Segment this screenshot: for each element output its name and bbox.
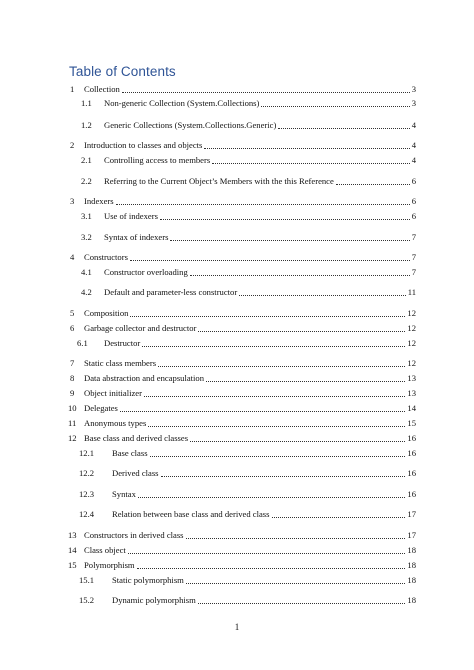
dot-leader [137, 556, 405, 569]
toc-entry[interactable] [0, 139, 474, 151]
toc-entry-page: 16 [407, 433, 416, 443]
toc-entry-title: Collection [84, 84, 120, 94]
toc-entry[interactable] [0, 467, 474, 479]
toc-entry-page: 16 [407, 489, 416, 499]
dot-leader [150, 444, 405, 457]
toc-entry[interactable] [0, 357, 474, 369]
toc-entry[interactable] [0, 387, 474, 399]
toc-entry-number: 1 [70, 84, 75, 94]
toc-entry-title: Constructor overloading [104, 267, 188, 277]
toc-entry-page: 12 [407, 338, 416, 348]
toc-entry-title: Controlling access to members [104, 155, 211, 165]
toc-entry-title: Delegates [84, 403, 118, 413]
dot-leader [272, 505, 405, 518]
toc-entry-title: Class object [84, 545, 126, 555]
toc-entry-page: 3 [411, 98, 416, 108]
toc-entry[interactable] [0, 402, 474, 414]
toc-entry-title: Constructors in derived class [84, 530, 184, 540]
toc-entry[interactable] [0, 195, 474, 207]
toc-entry-page: 7 [411, 252, 416, 262]
toc-entry-number: 3.1 [81, 211, 92, 221]
toc-entry-title: Garbage collector and destructor [84, 323, 197, 333]
toc-entry[interactable] [0, 594, 474, 606]
toc-entry-number: 12.1 [79, 448, 95, 458]
toc-entry-number: 2.1 [81, 155, 92, 165]
toc-entry-page: 12 [407, 308, 416, 318]
toc-entry-page: 4 [411, 155, 416, 165]
toc-entry-page: 17 [407, 509, 416, 519]
dot-leader [116, 192, 410, 205]
toc-entry-number: 2 [70, 140, 75, 150]
dot-leader [128, 541, 405, 554]
toc-entry-number: 12.3 [79, 489, 95, 499]
toc-entry-number: 3.2 [81, 232, 92, 242]
page-number: 1 [234, 622, 240, 632]
toc-entry-title: Syntax of indexers [104, 232, 169, 242]
toc-entry-number: 1.1 [81, 98, 92, 108]
toc-entry-number: 4.2 [81, 287, 92, 297]
toc-entry-title: Use of indexers [104, 211, 158, 221]
toc-entry-page: 15 [407, 418, 416, 428]
toc-entry-page: 18 [407, 575, 416, 585]
toc-entry-number: 15.2 [79, 595, 95, 605]
toc-entry[interactable] [0, 251, 474, 263]
toc-entry-number: 5 [70, 308, 75, 318]
toc-entry-page: 6 [411, 176, 416, 186]
toc-entry-title: Static polymorphism [112, 575, 184, 585]
dot-leader [160, 207, 410, 220]
toc-entry-page: 4 [411, 140, 416, 150]
toc-entry-page: 13 [407, 388, 416, 398]
toc-entry-title: Base class [112, 448, 148, 458]
toc-entry-page: 7 [411, 267, 416, 277]
dot-leader [170, 228, 410, 241]
dot-leader [206, 369, 405, 382]
dot-leader [186, 571, 405, 584]
toc-entry-number: 6.1 [77, 338, 88, 348]
toc-entry[interactable] [0, 119, 474, 131]
dot-leader [144, 384, 405, 397]
toc-entry[interactable] [0, 286, 474, 298]
toc-entry-page: 18 [407, 545, 416, 555]
dot-leader [122, 80, 410, 93]
toc-entry-number: 13 [68, 530, 77, 540]
toc-entry-page: 6 [411, 196, 416, 206]
toc-entry-number: 15.1 [79, 575, 95, 585]
toc-entry-page: 7 [411, 232, 416, 242]
toc-entry[interactable] [0, 508, 474, 520]
toc-entry[interactable] [0, 322, 474, 334]
toc-entry[interactable] [0, 307, 474, 319]
toc-entry-title: Referring to the Current Object’s Members with the this Reference [104, 176, 334, 186]
toc-entry[interactable] [0, 529, 474, 541]
dot-leader [130, 304, 405, 317]
toc-entry-title: Object initializer [84, 388, 142, 398]
toc-entry[interactable] [0, 175, 474, 187]
toc-entry-number: 12.4 [79, 509, 95, 519]
toc-entry-number: 6 [70, 323, 75, 333]
toc-entry-title: Dynamic polymorphism [112, 595, 196, 605]
toc-entry-page: 11 [407, 287, 416, 297]
dot-leader [138, 485, 405, 498]
toc-entry[interactable] [0, 266, 474, 278]
toc-entry-title: Constructors [84, 252, 128, 262]
toc-entry[interactable] [0, 488, 474, 500]
toc-entry[interactable] [0, 337, 474, 349]
dot-leader [278, 116, 410, 129]
toc-entry-page: 13 [407, 373, 416, 383]
toc-entry-number: 9 [70, 388, 75, 398]
toc-entry-number: 3 [70, 196, 75, 206]
dot-leader [198, 319, 405, 332]
dot-leader [190, 429, 405, 442]
toc-entry[interactable] [0, 372, 474, 384]
toc-entry[interactable] [0, 417, 474, 429]
toc-entry-title: Derived class [112, 468, 159, 478]
toc-entry-title: Syntax [112, 489, 136, 499]
dot-leader [161, 464, 405, 477]
toc-entry-title: Destructor [104, 338, 141, 348]
dot-leader [204, 136, 410, 149]
toc-entry-title: Introduction to classes and objects [84, 140, 203, 150]
toc-entry[interactable] [0, 97, 474, 109]
toc-entry-title: Static class members [84, 358, 157, 368]
dot-leader [190, 263, 410, 276]
toc-entry-title: Anonymous types [84, 418, 147, 428]
dot-leader [336, 172, 410, 185]
toc-entry-title: Data abstraction and encapsulation [84, 373, 205, 383]
toc-entry[interactable] [0, 432, 474, 444]
toc-title: Table of Contents [69, 64, 176, 79]
dot-leader [239, 283, 406, 296]
dot-leader [158, 354, 405, 367]
toc-entry-page: 3 [411, 84, 416, 94]
dot-leader [130, 248, 410, 261]
toc-entry[interactable] [0, 447, 474, 459]
toc-entry-page: 12 [407, 323, 416, 333]
dot-leader [142, 334, 405, 347]
toc-entry[interactable] [0, 154, 474, 166]
toc-entry-number: 2.2 [81, 176, 92, 186]
dot-leader [148, 414, 405, 427]
toc-entry-number: 11 [68, 418, 77, 428]
toc-entry-page: 18 [407, 560, 416, 570]
toc-entry-page: 14 [407, 403, 416, 413]
dot-leader [186, 526, 405, 539]
toc-entry-title: Non-generic Collection (System.Collections) [104, 98, 260, 108]
toc-entry-page: 6 [411, 211, 416, 221]
toc-entry-number: 12 [68, 433, 77, 443]
toc-entry-number: 14 [68, 545, 77, 555]
toc-entry[interactable] [0, 559, 474, 571]
toc-entry-page: 16 [407, 468, 416, 478]
toc-entry-title: Indexers [84, 196, 114, 206]
toc-entry-number: 1.2 [81, 120, 92, 130]
toc-entry[interactable] [0, 574, 474, 586]
toc-entry-number: 10 [68, 403, 77, 413]
toc-entry-page: 12 [407, 358, 416, 368]
toc-entry-title: Relation between base class and derived class [112, 509, 270, 519]
toc-entry-page: 18 [407, 595, 416, 605]
toc-entry-title: Polymorphism [84, 560, 135, 570]
dot-leader [212, 151, 410, 164]
toc-entry-number: 15 [68, 560, 77, 570]
toc-entry-title: Default and parameter-less constructor [104, 287, 238, 297]
toc-entry-number: 12.2 [79, 468, 95, 478]
dot-leader [261, 94, 410, 107]
toc-entry-page: 4 [411, 120, 416, 130]
toc-entry-title: Generic Collections (System.Collections.Generic) [104, 120, 277, 130]
toc-entry-title: Composition [84, 308, 129, 318]
toc-entry-number: 4 [70, 252, 75, 262]
toc-entry-page: 16 [407, 448, 416, 458]
toc-entry-title: Base class and derived classes [84, 433, 189, 443]
dot-leader [120, 399, 405, 412]
toc-entry[interactable] [0, 231, 474, 243]
toc-entry[interactable] [0, 210, 474, 222]
toc-entry-number: 7 [70, 358, 75, 368]
toc-entry[interactable] [0, 544, 474, 556]
toc-entry-number: 8 [70, 373, 75, 383]
toc-entry-page: 17 [407, 530, 416, 540]
dot-leader [198, 591, 405, 604]
toc-entry-number: 4.1 [81, 267, 92, 277]
